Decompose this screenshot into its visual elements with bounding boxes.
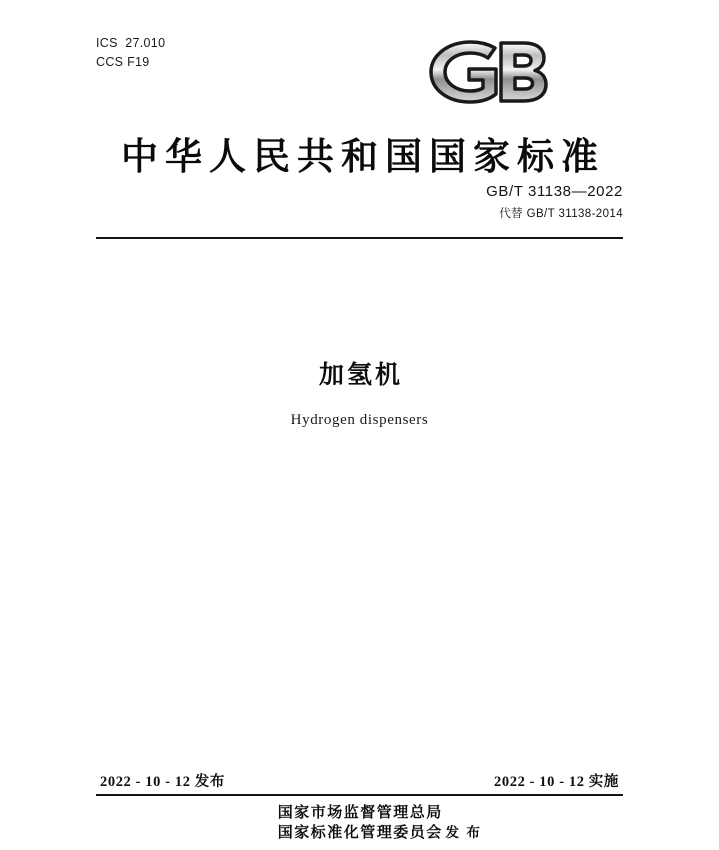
gb-emblem-icon [417, 36, 549, 108]
cover-header [96, 34, 623, 120]
subject-title-cn: 加氢机 [318, 362, 403, 389]
divider-top [96, 237, 623, 239]
publisher-line-1: 国家市场监督管理总局 [277, 805, 443, 821]
ics-code: ICS 27.010 [96, 36, 166, 50]
standard-replaces: 代替 GB/T 31138-2014 [499, 208, 623, 220]
publisher-line-2: 国家标准化管理委员会 [277, 825, 443, 841]
implementation-date: 2022 - 10 - 12 实施 [494, 774, 619, 790]
classification-codes [96, 34, 165, 72]
publisher-issue-word: 发 布 [445, 825, 482, 840]
standard-number: GB/T 31138—2022 [486, 183, 623, 200]
ccs-code: CCS F19 [96, 55, 150, 69]
divider-bottom [96, 794, 623, 796]
subject-title-en: Hydrogen dispensers [290, 412, 429, 428]
publisher-block [0, 803, 719, 843]
issue-date: 2022 - 10 - 12 发布 [100, 774, 225, 790]
page-title: 中华人民共和国国家标准 [121, 137, 605, 178]
